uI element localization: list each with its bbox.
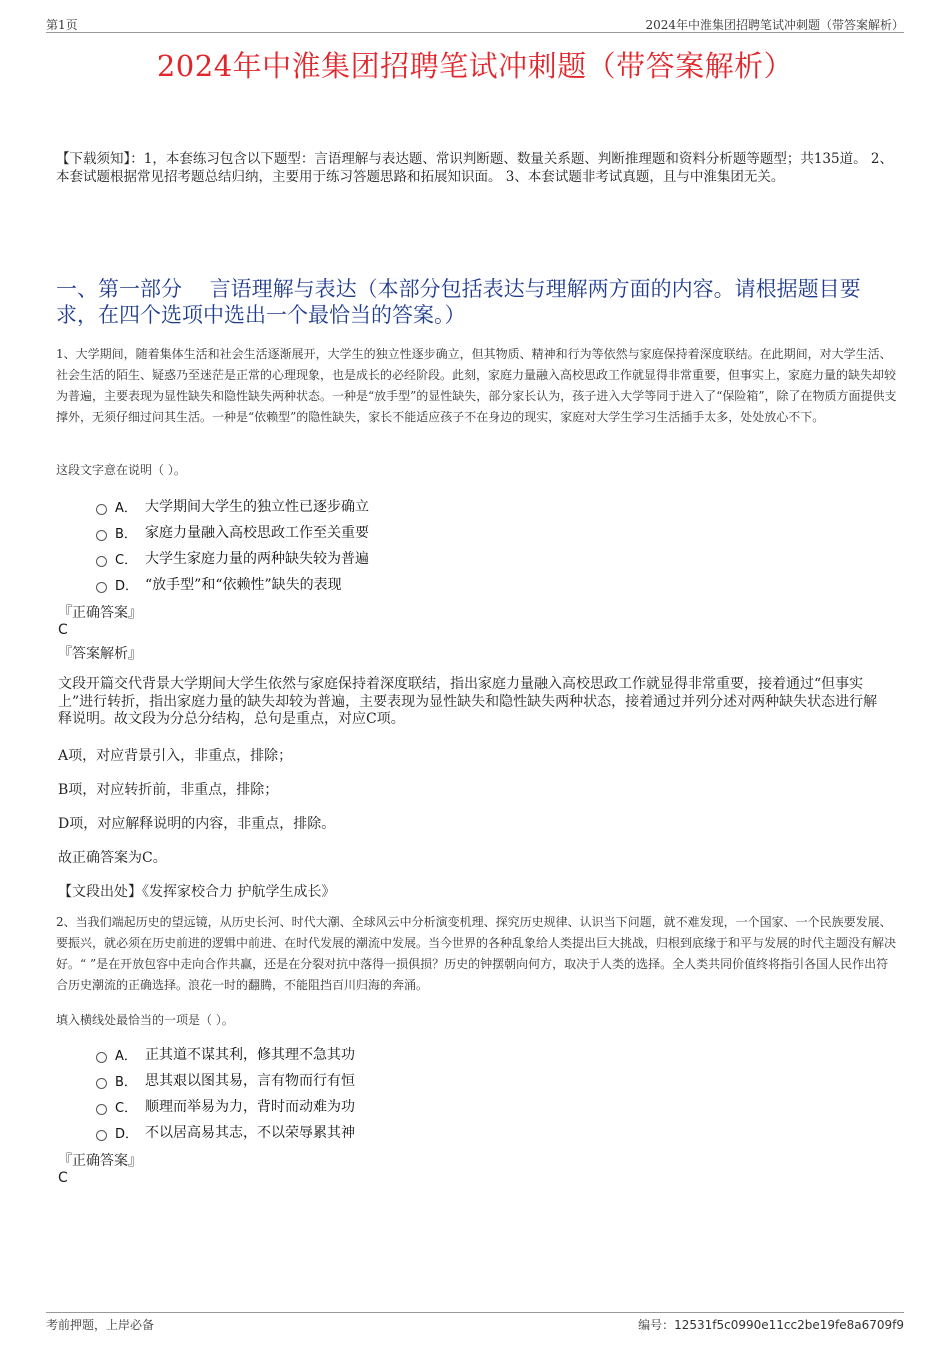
analysis-label: 『答案解析』: [58, 646, 142, 662]
page-number: 第1页: [46, 18, 78, 32]
option-b[interactable]: B． 家庭力量融入高校思政工作至关重要: [96, 519, 369, 545]
option-text: 大学生家庭力量的两种缺失较为普遍: [145, 551, 369, 567]
radio-icon[interactable]: [96, 504, 107, 515]
radio-icon[interactable]: [96, 1104, 107, 1115]
exclusion-d: D项，对应解释说明的内容，非重点，排除。: [58, 816, 336, 832]
download-notice: 【下载须知】：1，本套练习包含以下题型：言语理解与表达题、常识判断题、数量关系题、判断推理题和资料分析题等题型；共135道。 2、本套试题根据常见招考题总结归纳，主要用于练习答题思路和拓展知识面。 3、本套试题非考试真题，且与中淮集团无关。: [56, 151, 893, 185]
page-footer: [46, 1312, 904, 1337]
footer-slogan: 考前押题，上岸必备: [46, 1318, 155, 1332]
answer-label: 『正确答案』: [58, 605, 142, 621]
answer-label: 『正确答案』: [58, 1153, 142, 1169]
radio-icon[interactable]: [96, 1078, 107, 1089]
answer-value: C: [58, 622, 68, 638]
question-2-text: 2、当我们端起历史的望远镜，从历史长河、时代大潮、全球风云中分析演变机理、探究历史规律、认识当下问题，就不难发现，一个国家、一个民族要发展、要振兴，就必须在历史前进的逻辑中前进、在时代发展的潮流中发展。当今世界的各种乱象给人类提出巨大挑战，归根到底缘于和平与发展的时代主题没有解决好。“ ”是在开放包容中走向合作共赢，还是在分裂对抗中落得一损俱损？历史的钟摆朝向何方，取决于人类的选择。全人类共同价值终将指引各国人民作出符合历史潮流的正确选择。浪花一时的翻腾，不能阻挡百川归海的奔涌。: [56, 915, 897, 992]
option-text: 家庭力量融入高校思政工作至关重要: [145, 525, 369, 541]
source: 【文段出处】《发挥家校合力 护航学生成长》: [58, 884, 336, 900]
section-title: 一、第一部分 言语理解与表达（本部分包括表达与理解两方面的内容。请根据题目要求，在四个选项中选出一个最恰当的答案。）: [56, 277, 861, 327]
header-doc-title: 2024年中淮集团招聘笔试冲刺题（带答案解析）: [645, 18, 904, 32]
option-d[interactable]: D． 不以居高易其志，不以荣辱累其神: [96, 1119, 355, 1145]
radio-icon[interactable]: [96, 582, 107, 593]
document-title: 2024年中淮集团招聘笔试冲刺题（带答案解析）: [156, 49, 794, 83]
radio-icon[interactable]: [96, 530, 107, 541]
option-text: 思其艰以图其易，言有物而行有恒: [145, 1073, 355, 1089]
conclusion: 故正确答案为C。: [58, 850, 167, 866]
question-2-prompt: 填入横线处最恰当的一项是（ ）。: [56, 1013, 234, 1027]
exclusion-b: B项，对应转折前，非重点，排除；: [58, 782, 279, 798]
option-text: 不以居高易其志，不以荣辱累其神: [145, 1125, 355, 1141]
option-text: 大学期间大学生的独立性已逐步确立: [145, 499, 369, 515]
page-header: [46, 14, 904, 33]
option-text: 顺理而举易为力，背时而动难为功: [145, 1099, 355, 1115]
radio-icon[interactable]: [96, 556, 107, 567]
option-c[interactable]: C． 顺理而举易为力，背时而动难为功: [96, 1093, 355, 1119]
question-1-options: [96, 493, 369, 597]
radio-icon[interactable]: [96, 1052, 107, 1063]
option-text: 正其道不谋其利，修其理不急其功: [145, 1047, 355, 1063]
exclusion-a: A项，对应背景引入，非重点，排除；: [58, 748, 293, 764]
option-d[interactable]: D． “放手型”和“依赖性”缺失的表现: [96, 571, 369, 597]
footer-code: 编号：12531f5c0990e11cc2be19fe8a6709f9: [638, 1318, 904, 1332]
option-b[interactable]: B． 思其艰以图其易，言有物而行有恒: [96, 1067, 355, 1093]
answer-value: C: [58, 1170, 68, 1186]
question-1-text: 1、大学期间，随着集体生活和社会生活逐渐展开，大学生的独立性逐步确立，但其物质、精神和行为等依然与家庭保持着深度联结。在此期间，对大学生活、社会生活的陌生、疑惑乃至迷茫是正常的心理现象，也是成长的必经阶段。此刻，家庭力量融入高校思政工作就显得非常重要，但事实上，家庭力量的缺失却较为普遍，主要表现为显性缺失和隐性缺失两种状态。一种是“放手型”的显性缺失，部分家长认为，孩子进入大学等同于进入了“保险箱”，除了在物质方面提供支撑外，无须仔细过问其生活。一种是“依赖型”的隐性缺失，家长不能适应孩子不在身边的现实，家庭对大学生学习生活插手太多，处处放心不下。: [56, 347, 897, 424]
option-text: “放手型”和“依赖性”缺失的表现: [145, 577, 342, 593]
analysis-text: 文段开篇交代背景大学期间大学生依然与家庭保持着深度联结，指出家庭力量融入高校思政工作就显得非常重要，接着通过“但事实上”进行转折，指出家庭力量的缺失却较为普遍，主要表现为显性缺失和隐性缺失两种状态，接着通过并列分述对两种缺失状态进行解释说明。故文段为分总分结构，总句是重点，对应C项。: [58, 676, 878, 727]
question-1-prompt: 这段文字意在说明（ ）。: [56, 463, 186, 477]
radio-icon[interactable]: [96, 1130, 107, 1141]
question-2-options: [96, 1041, 355, 1145]
option-a[interactable]: A． 正其道不谋其利，修其理不急其功: [96, 1041, 355, 1067]
option-c[interactable]: C． 大学生家庭力量的两种缺失较为普遍: [96, 545, 369, 571]
option-a[interactable]: A． 大学期间大学生的独立性已逐步确立: [96, 493, 369, 519]
